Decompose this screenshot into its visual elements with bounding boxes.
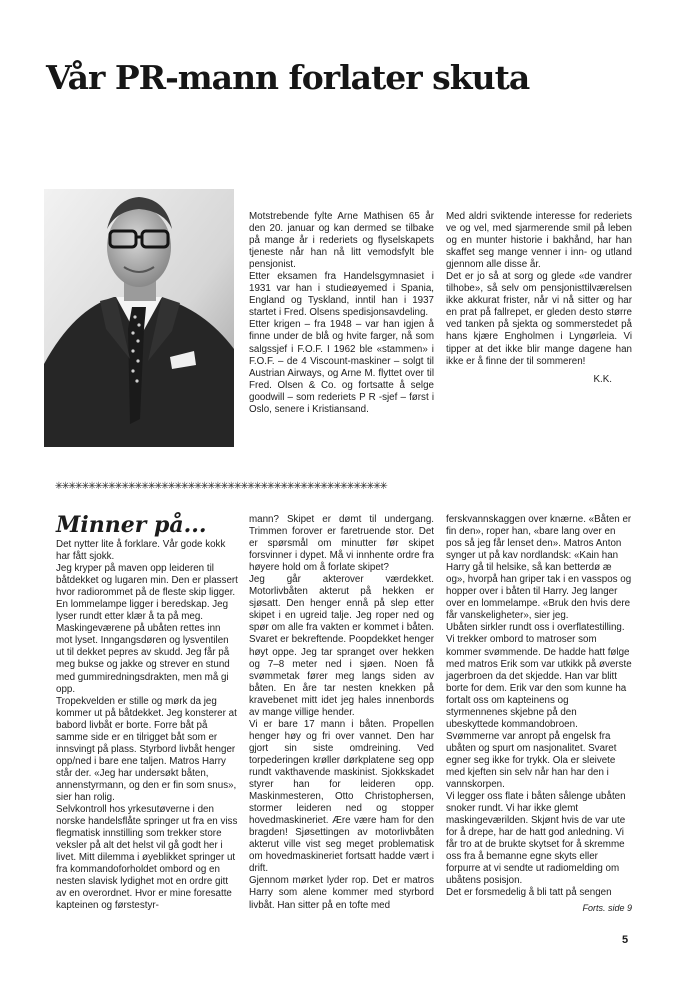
story-paragraph: Gjennom mørket lyder rop. Det er matros Harry som alene kommer med styrbord livbåt. Han sitter på en tofte med: [249, 875, 434, 911]
decorative-divider: ✳✳✳✳✳✳✳✳✳✳✳✳✳✳✳✳✳✳✳✳✳✳✳✳✳✳✳✳✳✳✳✳✳✳✳✳✳✳✳✳✳✳✳✳✳✳✳✳✳✳: [55, 479, 387, 493]
story-paragraph: Selvkontroll hos yrkesutøverne i den norske handelsflåte springer ut fra en viss flegmatisk innstilling som trekker store veksler på alt det helst vil gå godt her i livet. Mitt dilemma i øyeblikket springer ut fra kommandoforholdet ombord og en nesten slavisk lydighet mot en ordre gitt av en overordnet. Hvor er mine foresatte kapteinen og førstestyr-: [56, 804, 238, 912]
story-column-1: [56, 539, 239, 912]
story-paragraph: Vi er bare 17 mann i båten. Propellen henger høy og fri over vannet. Den har gjort sin siste omdreining. Ved torpederingen krøller dørkplatene seg opp rundt vakthavende maskinist. Sjokkskadet styrer han for leideren opp. Maskinmesteren, Otto Christophersen, stormer leideren ned og stopper hovedmaskineriet. Ære være ham for den bragden! Sjøsettingen av motorlivbåten akterut ville vist seg meget problematisk om hovedmaskineriet fortsatt hadde vært i drift.: [249, 718, 434, 875]
story-paragraph: Vi legger oss flate i båten sålenge ubåten snoker rundt. Vi har ikke glemt maskingeværilden. Skjønt hvis de var ute for å drepe, har de hatt god anledning. Vi får tro at de brukte skytset for å skremme oss fra å bemanne egne skyts eller forpurre at vi sendte ut radiomelding om ubåtens posisjon.: [446, 791, 626, 887]
intro-paragraph: Etter eksamen fra Handelsgymnasiet i 1931 var han i studieøyemed i Spania, England og Tyskland, inntil han i 1937 startet i Fred. Olsens spedisjonsavdeling.: [249, 271, 434, 319]
story-column-2: [249, 514, 434, 912]
article-paragraph: Med aldri sviktende interesse for rederiets ve og vel, med sjarmerende smil på leben og en munter historie i bakhånd, har han skaffet seg mange venner i inn- og utland gjennom alle disse år.: [446, 211, 632, 271]
portrait-photo: [44, 189, 234, 447]
story-paragraph: Det er forsmedelig å bli tatt på sengen: [446, 887, 612, 899]
article-signature: K.K.: [593, 373, 612, 385]
story-title: Minner på...: [56, 512, 207, 538]
page-number: 5: [622, 934, 629, 946]
intro-paragraph: Etter krigen – fra 1948 – var han igjen å finne under de blå og hvite farger, nå som salgssjef i F.O.F. I 1962 ble «stammen» i F.O.F. – de 4 Viscount-maskiner – solgt til Austrian Airways, og Arne M. flyttet over til Fred. Olsen & Co. og fortsatte å selge goodwill – som rederiets P R -sjef – først i Oslo, senere i Kristiansand.: [249, 319, 434, 415]
continued-note: Forts. side 9: [582, 902, 632, 913]
story-paragraph: Jeg kryper på maven opp leideren til båtdekket og lugaren min. Den er plassert hvor radiorommet på de fleste skip ligger. En lommelampe ligger i beredskap. Jeg lyser rundt etter klær å ta på meg. Maskingeværene på ubåten rettes inn mot lyset. Inngangsdøren og lysventilen ut til dekket pepres av skudd. Jeg får på meg bukse og jakke og strever en stund med gummiredningsdrakten, men må gi opp.: [56, 563, 238, 695]
story-paragraph: ferskvannskaggen over knærne. «Båten er fin den», roper han, «bare lang over en pos så jeg får lenset den». Matros Anton synger ut på kav nordlandsk: «Kain han Harry gå til helsike, så kan betterdø æ og», hvorpå han griper tak i en vasspos og hopper over i båten til Harry. Jeg langer over en lommelampe. «Bruk den hvis dere får vanskeligheter», sier jeg.: [446, 514, 632, 622]
article-title: Vår PR-mann forlater skuta: [46, 58, 530, 97]
story-paragraph: mann? Skipet er dømt til undergang. Trimmen forover er faretruende stor. Det er spørsmål om minutter før skipet forsvinner i dypet. Må vi innhente ordre fra høyere hold om å forlate skipet?: [249, 514, 434, 574]
story-paragraph: Jeg går akterover værdekket. Motorlivbåten akterut på hekken er sjøsatt. Den henger ennå på slep etter skipet i en ugreid talje. Jeg roper ned og spør om alle fra vakten er kommet i båten. Svaret er bekreftende. Poopdekket henger høyt oppe. Jeg tar spranget over hekken og 7–8 meter ned i sjøen. Noen få svømmetak fører meg langs siden av båten. En åre tar nesten knekken på kravebenet mitt idet jeg hales innenbords av mange villige hender.: [249, 574, 434, 718]
story-paragraph: Tropekvelden er stille og mørk da jeg kommer ut på båtdekket. Jeg konsterer at babord livbåt er borte. Forre båt på samme side er en tilrigget båt som er innsvingt på plass. Styrbord livbåt henger opp/ned i bare ene taljen. Matros Harry står der. «Jeg har undersøkt båten, annenstyrmann, og den er fin som snus», sier han rolig.: [56, 695, 237, 803]
article-paragraph: Det er jo så at sorg og glede «de vandrer tilhobe», så selv om pensjonisttilværelsen ikke akkurat frister, når vi nå sitter og har en prat på fallrepet, er gleden desto større ved tanken på sjekta og sommerstedet på hans kjære Engholmen i Lyngørleia. Vi tipper at det ikke blir mange dagene han ikke er å finne der til sommeren!: [446, 271, 632, 367]
article-intro: [249, 211, 434, 416]
story-paragraph: Det nytter lite å forklare. Vår gode kokk har fått sjokk.: [56, 539, 226, 563]
intro-paragraph: Motstrebende fylte Arne Mathisen 65 år den 20. januar og kan dermed se tilbake på mange år i rederiets og flyselskapets tjeneste når han nå litt vemodsfylt ble pensjonist.: [249, 211, 434, 271]
story-column-3: [446, 514, 632, 914]
article-continuation: [446, 211, 632, 386]
story-paragraph: Ubåten sirkler rundt oss i overflatestilling. Vi trekker ombord to matroser som kommer svømmende. De hadde hatt følge med matros Erik som var utkikk på øverste jagerbroen da det skjedde. Han var blitt borte for dem. Erik var den som kunne ha fortalt oss om kapteinens og styrmennenes skjebne på den ubeskyttede kommandobroen. Svømmerne var anropt på engelsk fra ubåten og spurt om nasjonalitet. Svaret egner seg ikke for trykk. Ola er sleivete med kjeften sin selv når han har den i vannskorpen.: [446, 622, 632, 791]
